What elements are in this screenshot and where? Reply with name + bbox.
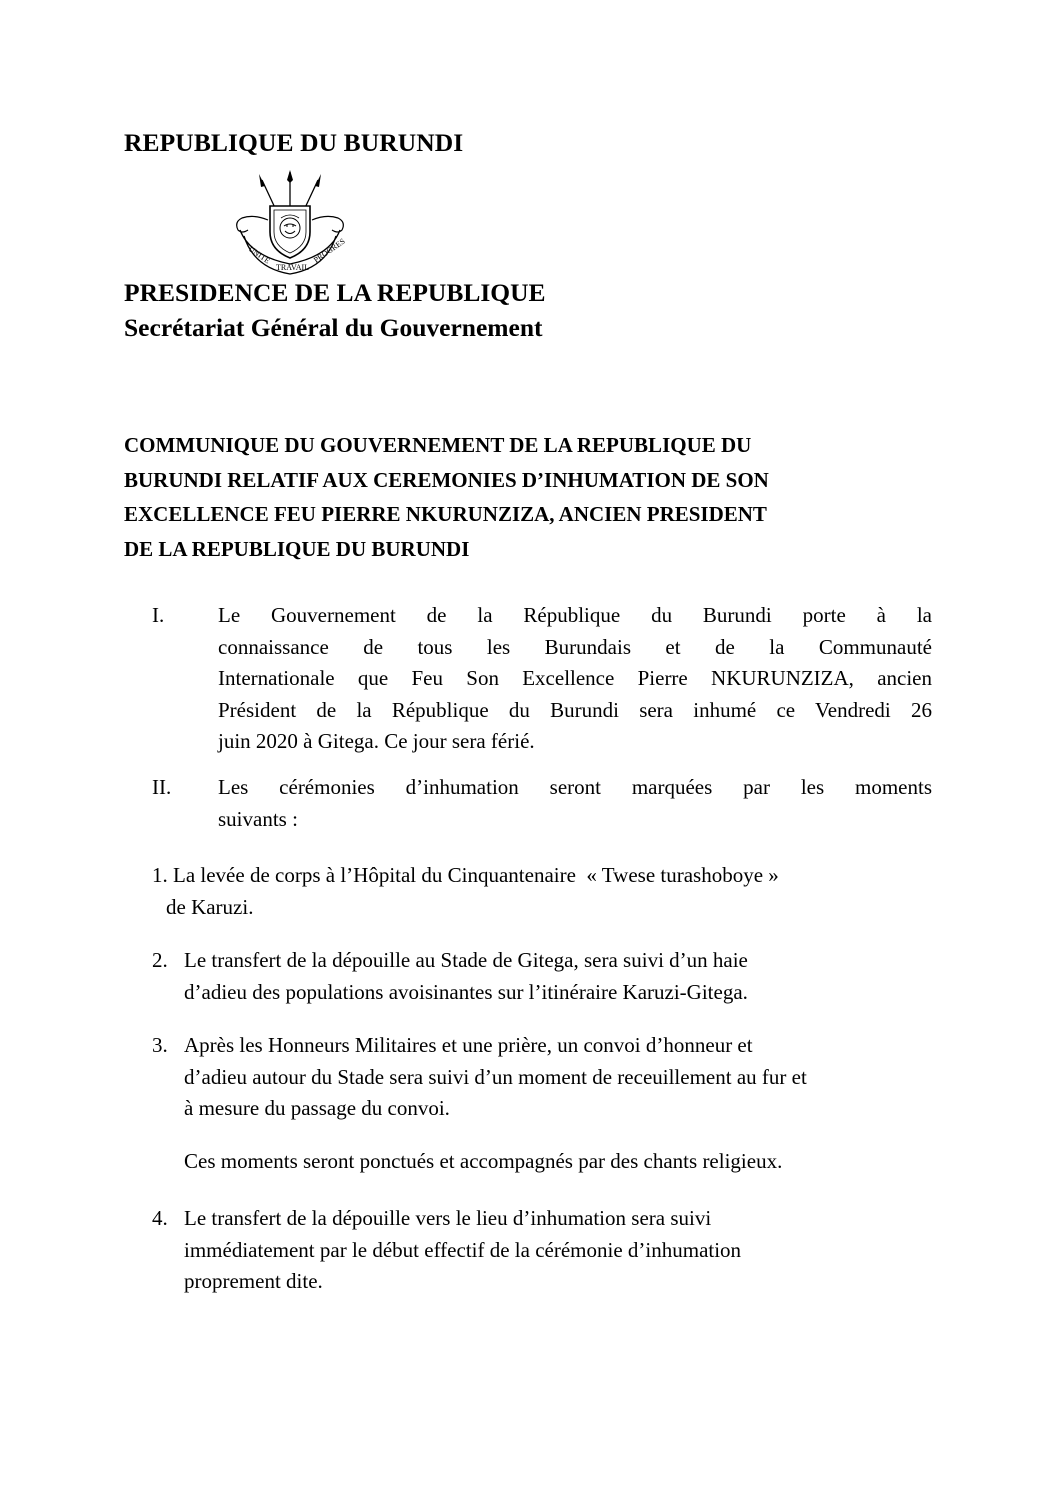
section-numeral: II. bbox=[152, 775, 172, 799]
title-line: BURUNDI RELATIF AUX CEREMONIES D’INHUMATION DE SON bbox=[124, 467, 769, 492]
emblem-graphic bbox=[228, 170, 353, 275]
item-line: La levée de corps à l’Hôpital du Cinquantenaire « Twese turashoboye » bbox=[167, 863, 779, 887]
section-paragraph bbox=[218, 772, 932, 835]
item-line: Le transfert de la dépouille au Stade de Gitega, sera suivi d’un haie bbox=[184, 948, 748, 972]
item-line: Le transfert de la dépouille vers le lieu d’inhumation sera suivi bbox=[184, 1206, 712, 1230]
item-number: 2. bbox=[152, 948, 168, 972]
item-number: 4. bbox=[152, 1206, 168, 1230]
section-numeral: I. bbox=[152, 603, 165, 627]
paragraph-line: Internationale que Feu Son Excellence Pierre NKURUNZIZA, ancien bbox=[218, 666, 932, 690]
paragraph-line: Le Gouvernement de la République du Burundi porte à la bbox=[218, 603, 932, 627]
svg-text:TRAVAIL: TRAVAIL bbox=[276, 263, 310, 272]
paragraph-line: suivants : bbox=[218, 806, 298, 831]
list-item bbox=[152, 945, 912, 1008]
paragraph-line: juin 2020 à Gitega. Ce jour sera férié. bbox=[218, 729, 535, 753]
item-line: d’adieu des populations avoisinantes sur l’itinéraire Karuzi-Gitega. bbox=[184, 979, 748, 1004]
paragraph-line: connaissance de tous les Burundais et de la Communauté bbox=[218, 634, 932, 659]
presidency-heading: PRESIDENCE DE LA REPUBLIQUE bbox=[124, 278, 546, 307]
svg-text:UNITE: UNITE bbox=[246, 244, 272, 266]
item-line: immédiatement par le début effectif de la cérémonie d’inhumation bbox=[184, 1237, 742, 1262]
item-line: d’adieu autour du Stade sera suivi d’un moment de receuillement au fur et bbox=[184, 1064, 807, 1089]
coat-of-arms-emblem bbox=[228, 170, 353, 275]
secretariat-heading: Secrétariat Général du Gouvernement bbox=[124, 313, 543, 342]
paragraph-line: Les cérémonies d’inhumation seront marquées par les moments bbox=[218, 775, 932, 799]
country-heading: REPUBLIQUE DU BURUNDI bbox=[124, 128, 464, 157]
item-number: 1. bbox=[152, 863, 168, 887]
paragraph-line: Président de la République du Burundi sera inhumé ce Vendredi 26 bbox=[218, 697, 932, 722]
list-item bbox=[152, 1203, 912, 1298]
section-paragraph bbox=[218, 600, 932, 758]
item-number: 3. bbox=[152, 1033, 168, 1057]
item-line: proprement dite. bbox=[184, 1269, 323, 1293]
item-line: à mesure du passage du convoi. bbox=[184, 1096, 450, 1120]
communique-title bbox=[124, 428, 924, 566]
list-item bbox=[152, 1030, 912, 1125]
title-line: EXCELLENCE FEU PIERRE NKURUNZIZA, ANCIEN PRESIDENT bbox=[124, 502, 767, 526]
note-paragraph: Ces moments seront ponctués et accompagnés par des chants religieux. bbox=[184, 1149, 783, 1173]
title-line: DE LA REPUBLIQUE DU BURUNDI bbox=[124, 536, 470, 561]
list-item bbox=[152, 860, 912, 923]
item-line: Après les Honneurs Militaires et une prière, un convoi d’honneur et bbox=[184, 1033, 753, 1057]
item-line: de Karuzi. bbox=[166, 894, 254, 919]
title-line: COMMUNIQUE DU GOUVERNEMENT DE LA REPUBLIQUE DU bbox=[124, 433, 752, 457]
svg-text:PROGRES: PROGRES bbox=[311, 236, 347, 265]
